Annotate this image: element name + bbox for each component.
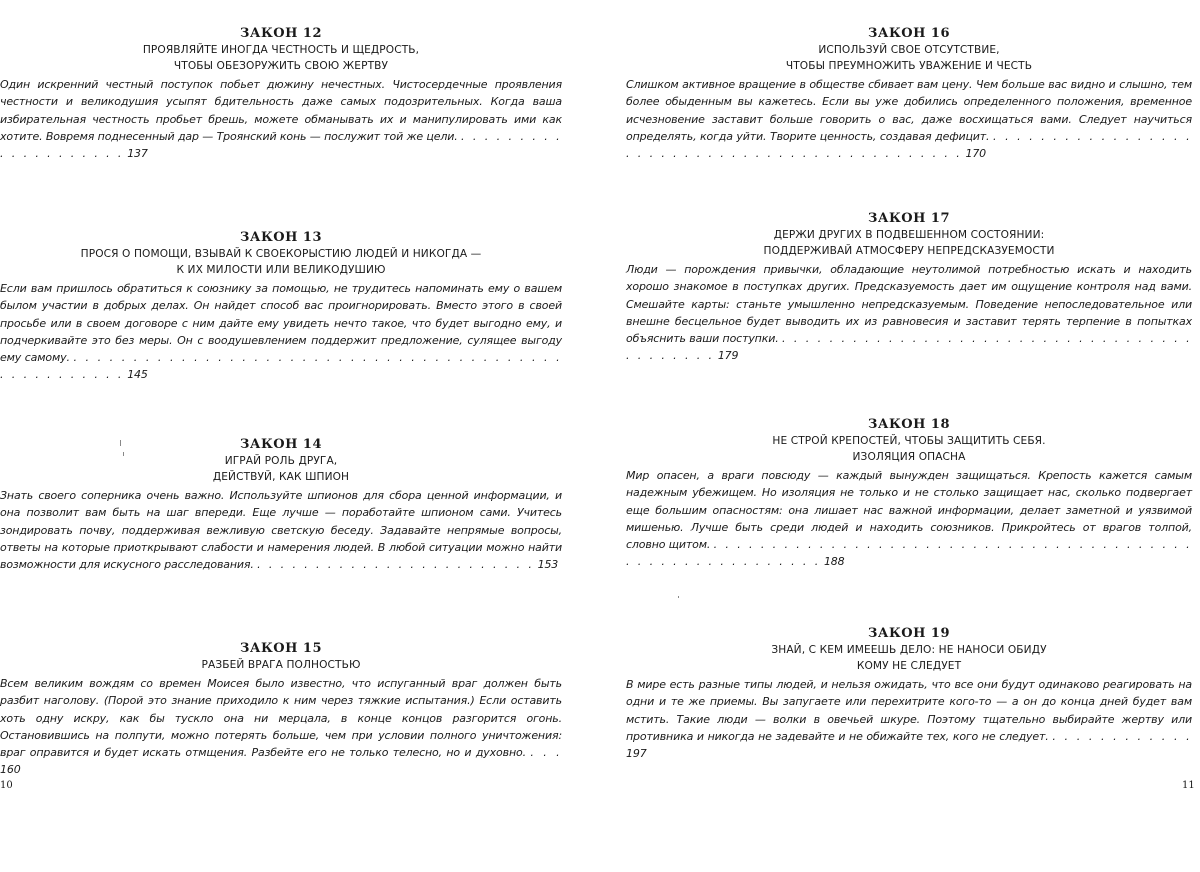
- law-title-line: ЧТОБЫ ПРЕУМНОЖИТЬ УВАЖЕНИЕ И ЧЕСТЬ: [785, 60, 1033, 72]
- law-summary: [0, 675, 562, 779]
- dot-leader: . . . . . . . . . . . . . . . . . . . . . . . . . . . . . . . . . . . . . . . . . . . . . .: [626, 129, 1192, 161]
- law-summary-text: В мире есть разные типы людей, и нельзя ожидать, что все они будут одинаково реагировать на одни и те же приемы. Вы запугаете или перехитрите кого-то — а он до конца дней будет вам мстить. Такие люди — волки в овечьей шкуре. Поэтому тщательно выбирайте жертву или противника и никогда не задевайте и не обижайте тех, кого не следует.: [626, 678, 1192, 743]
- law-16: [626, 26, 1192, 162]
- law-15: [0, 641, 562, 779]
- law-title-line: НЕ СТРОЙ КРЕПОСТЕЙ, ЧТОБЫ ЗАЩИТИТЬ СЕБЯ.: [772, 435, 1046, 447]
- law-summary-text: Люди — порождения привычки, обладающие неутолимой потребностью искать и находить хорошо знакомое в поступках других. Предсказуемость дает им ощущение контроля над вами. Смешайте карты: станьте умышленно непредсказуемым. Поведение непоследовательное или внешне бесцельное будет выводить их из равновесия и заставит терять терпение в попытках объяснить ваши поступки.: [626, 263, 1192, 346]
- law-summary-text: Всем великим вождям со времен Моисея было известно, что испуганный враг должен быть разбит наголову. (Порой это знание приходило к ним через тяжкие испытания.) Если оставить хоть одну искру, как бы тускло она ни мерцала, в конце концов разгорится огонь. Остановившись на полпути, можно потерять больше, чем при условии полного уничтожения: враг оправится и будет искать отмщения. Разбейте его не только телесно, но и духовно.: [0, 677, 562, 760]
- dot-leader: . . . . . . . . . . . .: [1052, 729, 1192, 743]
- law-number: ЗАКОН 13: [239, 230, 322, 245]
- law-title-line: ПРОЯВЛЯЙТЕ ИНОГДА ЧЕСТНОСТЬ И ЩЕДРОСТЬ,: [142, 44, 420, 56]
- law-title-line: ИЗОЛЯЦИЯ ОПАСНА: [852, 451, 966, 463]
- law-title-line: ДЕРЖИ ДРУГИХ В ПОДВЕШЕННОМ СОСТОЯНИИ:: [773, 229, 1045, 241]
- law-19: [626, 626, 1192, 762]
- law-title: [0, 246, 562, 278]
- law-summary-text: Знать своего соперника очень важно. Используйте шпионов для сбора ценной информации, и она позволит вам быть на шаг впереди. Еще лучше — поработайте шпионом сами. Учитесь зондировать почву, поддерживая вежливую светскую беседу. Задавайте непрямые вопросы, ответы на которые приоткрывают слабости и намерения людей. В любой ситуации можно найти возможности для искусного расследования.: [0, 489, 562, 572]
- page-reference: 153: [537, 558, 559, 572]
- scan-speck: [123, 452, 124, 456]
- law-title-line: ИСПОЛЬЗУЙ СВОЕ ОТСУТСТВИЕ,: [818, 44, 1000, 56]
- law-17: [626, 211, 1192, 365]
- law-summary-text: Один искренний честный поступок побьет дюжину нечестных. Чистосердечные проявления честности и великодушия усыпят бдительность даже самых подозрительных. Когда ваша избирательная честность пробьет брешь, можете обманывать их и манипулировать ими как хотите. Вовремя поднесенный дар — Троянский конь — послужит той же цели.: [0, 78, 562, 143]
- law-summary: [626, 76, 1192, 162]
- dot-leader: . . .: [530, 746, 563, 760]
- page-number: 10: [0, 780, 13, 791]
- dot-leader: . . . . . . . . . . . . . . . . . . . . . . . . . . . . . . . . . . . . . . . . . . .: [626, 332, 1192, 363]
- law-summary: [0, 76, 562, 162]
- law-summary-text: Если вам пришлось обратиться к союзнику за помощью, не трудитесь напоминать ему о вашем былом участии в добрых делах. Он найдет способ вас проигнорировать. Вместо этого в своей просьбе или в своем договоре с ним дайте ему увидеть нечто такое, что будет выгодно ему, и подчеркивайте это без меры. Он с воодушевлением поддержит предложение, сулящее выгоду ему самому.: [0, 282, 562, 365]
- law-number: ЗАКОН 14: [239, 437, 322, 452]
- right-page: [600, 0, 1200, 872]
- page-reference: 145: [127, 368, 148, 382]
- law-number: ЗАКОН 12: [239, 26, 322, 41]
- law-title: [0, 453, 562, 485]
- law-number: ЗАКОН 15: [239, 641, 322, 656]
- page-reference: 197: [626, 747, 647, 761]
- law-title: [626, 642, 1192, 674]
- page-reference: 188: [823, 555, 845, 569]
- law-title-line: ПРОСЯ О ПОМОЩИ, ВЗЫВАЙ К СВОЕКОРЫСТИЮ ЛЮДЕЙ И НИКОГДА —: [80, 248, 482, 260]
- law-title-line: РАЗБЕЙ ВРАГА ПОЛНОСТЬЮ: [201, 659, 361, 671]
- law-18: [626, 417, 1192, 571]
- law-title-line: ЧТОБЫ ОБЕЗОРУЖИТЬ СВОЮ ЖЕРТВУ: [173, 60, 389, 72]
- law-number: ЗАКОН 17: [867, 211, 950, 226]
- law-number: ЗАКОН 19: [867, 626, 950, 641]
- law-title: [626, 433, 1192, 465]
- dot-leader: . . . . . . . . . . . . . . . . . . . . . . . . . . . . . . . . . . . . . . . . . . . . . . . . . . . . . . . . . .: [626, 538, 1193, 569]
- law-summary: [626, 261, 1192, 365]
- law-summary: [0, 280, 562, 384]
- scan-speck: [678, 596, 679, 598]
- law-title: [626, 42, 1192, 74]
- law-summary: [626, 676, 1192, 762]
- dot-leader: . . . . . . . . . . . . . . . . . . . . . . . .: [257, 558, 535, 572]
- law-title: [626, 227, 1192, 259]
- law-summary-text: Слишком активное вращение в обществе сбивает вам цену. Чем больше вас видно и слышно, тем более обыденным вы кажетесь. Если вы уже добились определенного положения, временное исчезновение заставит больше говорить о вас, даже восхищаться вами. Следует научиться определять, когда уйти. Творите ценность, создавая дефицит.: [626, 78, 1192, 143]
- law-number: ЗАКОН 18: [867, 417, 950, 432]
- law-title-line: КОМУ НЕ СЛЕДУЕТ: [856, 660, 962, 672]
- page-number: 11: [1182, 780, 1195, 791]
- law-12: [0, 26, 562, 162]
- law-13: [0, 230, 562, 384]
- page-reference: 179: [717, 349, 739, 363]
- law-title: [0, 42, 562, 74]
- law-title-line: ДЕЙСТВУЙ, КАК ШПИОН: [212, 471, 350, 483]
- law-title-line: ЗНАЙ, С КЕМ ИМЕЕШЬ ДЕЛО: НЕ НАНОСИ ОБИДУ: [771, 644, 1047, 656]
- law-title: [0, 657, 562, 673]
- law-title-line: ИГРАЙ РОЛЬ ДРУГА,: [224, 455, 338, 467]
- page-reference: 137: [127, 147, 148, 161]
- law-summary: [626, 467, 1192, 571]
- law-summary: [0, 487, 562, 573]
- page-reference: 170: [965, 147, 987, 161]
- scan-speck: [120, 440, 121, 446]
- law-title-line: ПОДДЕРЖИВАЙ АТМОСФЕРУ НЕПРЕДСКАЗУЕМОСТИ: [763, 245, 1055, 257]
- law-title-line: К ИХ МИЛОСТИ ИЛИ ВЕЛИКОДУШИЮ: [176, 264, 386, 276]
- law-summary-text: Мир опасен, а враги повсюду — каждый вынужден защищаться. Крепость кажется самым надежным убежищем. Но изоляция не только и не столько защищает нас, сколько подвергает еще большим опасностям: она лишает нас важной информации, делает заметной и уязвимой мишенью. Лучше быть среди людей и находить союзников. Прикройтесь от врагов толпой, словно щитом.: [626, 469, 1192, 552]
- law-14: [0, 437, 562, 573]
- dot-leader: . . . . . . . . . . . . . . . . . . . .: [0, 129, 562, 161]
- law-number: ЗАКОН 16: [867, 26, 950, 41]
- dot-leader: . . . . . . . . . . . . . . . . . . . . . . . . . . . . . . . . . . . . . . . . . . . . . . . . . . . .: [0, 351, 562, 382]
- page-reference: 160: [0, 763, 21, 777]
